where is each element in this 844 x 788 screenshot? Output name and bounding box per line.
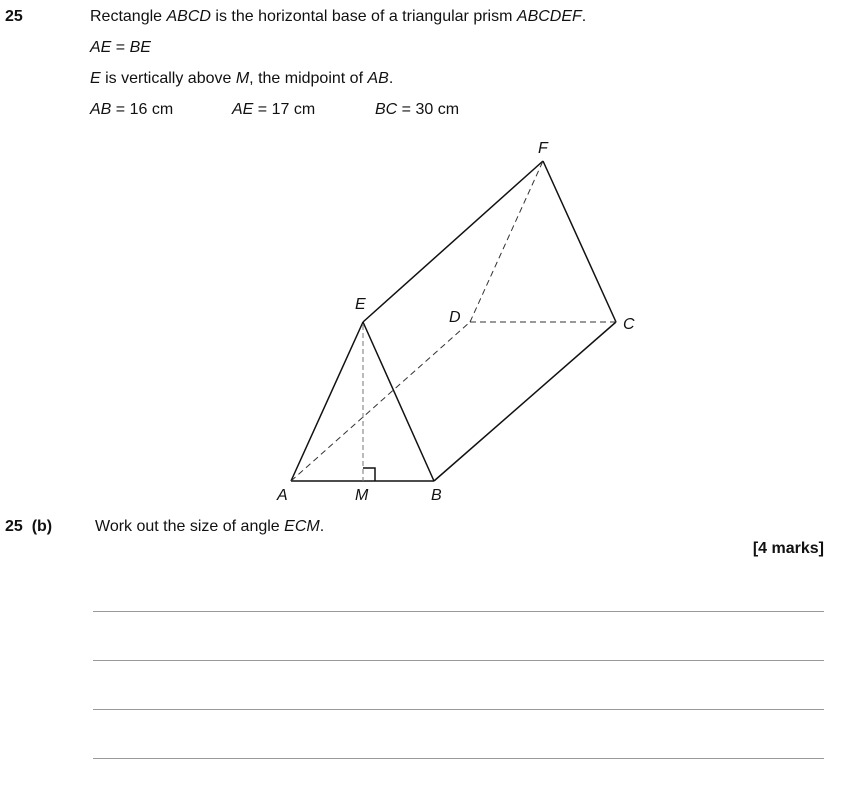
part-b-number: [5, 518, 52, 536]
text: is the horizontal base of a triangular prism: [210, 8, 517, 25]
answer-line-1[interactable]: [93, 611, 824, 612]
text: .: [581, 8, 587, 25]
vertex-label-a: A: [277, 487, 288, 504]
text: , the midpoint of: [249, 70, 368, 87]
text: BC: [375, 101, 398, 118]
answer-line-2[interactable]: [93, 660, 824, 661]
text: AB: [90, 101, 112, 118]
text: Work out the size of angle: [95, 518, 285, 535]
vertex-label-c: C: [623, 316, 635, 333]
text: is vertically above: [100, 70, 236, 87]
text: .: [388, 70, 394, 87]
marks-label: [4 marks]: [752, 540, 824, 557]
vertex-label-m: M: [355, 487, 369, 504]
vertex-label-f: F: [538, 140, 548, 157]
edge-ef: [363, 161, 543, 322]
text: =: [111, 39, 130, 56]
right-angle-marker: [363, 468, 375, 481]
text: ABCD: [166, 8, 211, 25]
text: BE: [129, 39, 151, 56]
vertex-label-b: B: [431, 487, 442, 504]
text: = 17 cm: [253, 101, 316, 118]
edge-be: [363, 322, 434, 481]
text: AB: [367, 70, 389, 87]
text: AE: [90, 39, 112, 56]
edge-bc: [434, 322, 616, 481]
part-b-question: [95, 518, 324, 536]
text: Rectangle: [90, 8, 167, 25]
answer-line-3[interactable]: [93, 709, 824, 710]
text: E: [90, 70, 101, 87]
text: M: [235, 70, 250, 87]
text: .: [319, 518, 325, 535]
text: = 30 cm: [397, 101, 460, 118]
vertex-label-e: E: [355, 296, 366, 313]
vertex-label-d: D: [449, 309, 461, 326]
edge-ae: [291, 322, 363, 481]
text: 25: [5, 518, 23, 535]
answer-line-4[interactable]: [93, 758, 824, 759]
hidden-edge-ad: [291, 322, 470, 481]
text: ABCDEF: [516, 8, 582, 25]
text: (b): [31, 518, 53, 535]
text: ECM: [284, 518, 320, 535]
text: = 16 cm: [111, 101, 174, 118]
edge-fc: [543, 161, 616, 322]
hidden-edge-df: [470, 161, 543, 322]
question-number: 25: [5, 8, 23, 25]
text: AE: [232, 101, 254, 118]
